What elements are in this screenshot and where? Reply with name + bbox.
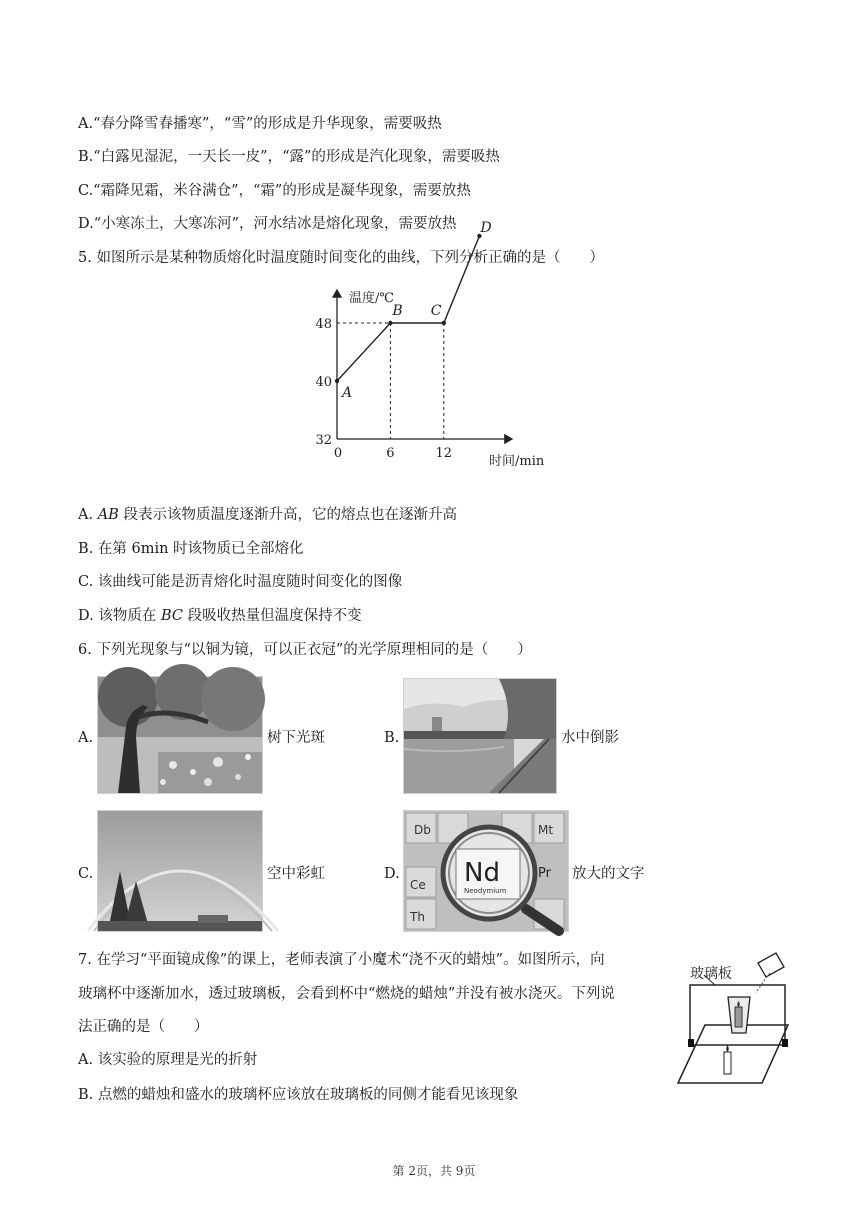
q5-option-b: B. 在第 6min 时该物质已全部熔化: [78, 541, 304, 557]
point-a: [335, 379, 339, 383]
point-b: [388, 321, 392, 325]
x-tick-label: 6: [386, 446, 395, 461]
y-tick-label: 32: [315, 433, 332, 448]
q5-option-d: D. 该物质在 BC 段吸收热量但温度保持不变: [78, 608, 362, 624]
magnifier-symbol: Nd: [464, 858, 500, 888]
q4-option-c: C.“霜降见霜，米谷满仓”，“霜”的形成是凝华现象，需要放热: [78, 183, 471, 199]
magnifier-cell-th: Th: [410, 910, 425, 924]
q4-option-a: A.“春分降雪春播寒”，“雪”的形成是升华现象，需要吸热: [78, 116, 442, 132]
q6-option-b-caption: 水中倒影: [561, 730, 619, 746]
magnifier-cell-db: Db: [414, 823, 431, 837]
q6-option-a-caption: 树下光斑: [267, 730, 325, 746]
rainbow-photo: [97, 810, 263, 932]
q6-option-c-caption: 空中彩虹: [267, 866, 325, 882]
point-label-d: D: [480, 220, 492, 236]
tree-shadow-photo: [97, 676, 263, 794]
y-axis-label: 温度/℃: [349, 291, 394, 306]
q6-option-b-letter: B.: [384, 730, 400, 746]
q5-option-a: A. AB 段表示该物质温度逐渐升高，它的熔点也在逐渐升高: [78, 507, 457, 523]
magnifier-cell-mt: Mt: [538, 823, 554, 837]
point-c: [442, 321, 446, 325]
point-label-b: B: [392, 303, 403, 319]
water-reflection-photo: [403, 678, 557, 794]
q6-option-a-letter: A.: [78, 730, 94, 746]
q5-stem: 5. 如图所示是某种物质熔化时温度随时间变化的曲线，下列分析正确的是（ ）: [78, 250, 604, 266]
q6-option-d-caption: 放大的文字: [572, 866, 645, 882]
mirror-experiment-figure: [670, 945, 800, 1090]
q7-stem-line-1: 7. 在学习“平面镜成像”的课上，老师表演了小魔术“浇不灭的蜡烛”。如图所示，向: [78, 952, 605, 968]
x-tick-label: 0: [333, 446, 343, 461]
magnifier-name: Neodymium: [464, 887, 507, 895]
magnifier-photo: [403, 810, 569, 932]
y-tick-label: 40: [315, 375, 332, 390]
x-axis-label: 时间/min: [489, 454, 545, 469]
magnifier-cell-pr: Pr: [538, 866, 551, 881]
q7-stem-line-3: 法正确的是（ ）: [78, 1019, 209, 1035]
q6-stem: 6. 下列光现象与“以铜为镜，可以正衣冠”的光学原理相同的是（ ）: [78, 642, 532, 658]
q4-option-d: D.“小寒冻土，大寒冻河”，河水结冰是熔化现象，需要放热: [78, 216, 457, 232]
q6-option-d-letter: D.: [384, 866, 400, 882]
magnifier-cell-ce: Ce: [410, 878, 426, 892]
q7-stem-line-2: 玻璃杯中逐渐加水，透过玻璃板，会看到杯中“燃烧的蜡烛”并没有被水浇灭。下列说: [78, 986, 615, 1002]
glass-plate-label: 玻璃板: [690, 966, 732, 982]
x-tick-label: 12: [435, 446, 453, 461]
q6-option-c-letter: C.: [78, 866, 94, 882]
q7-option-b: B. 点燃的蜡烛和盛水的玻璃杯应该放在玻璃板的同侧才能看见该现象: [78, 1087, 519, 1103]
y-tick-label: 48: [315, 317, 332, 332]
q5-option-c: C. 该曲线可能是沥青熔化时温度随时间变化的图像: [78, 574, 403, 590]
page-footer: 第 2页，共 9页: [392, 1164, 476, 1178]
q4-option-b: B.“白露见湿泥，一天长一皮”，“露”的形成是汽化现象，需要吸热: [78, 149, 500, 165]
point-label-a: A: [342, 385, 353, 401]
q7-option-a: A. 该实验的原理是光的折射: [78, 1052, 258, 1068]
point-label-c: C: [430, 303, 442, 319]
